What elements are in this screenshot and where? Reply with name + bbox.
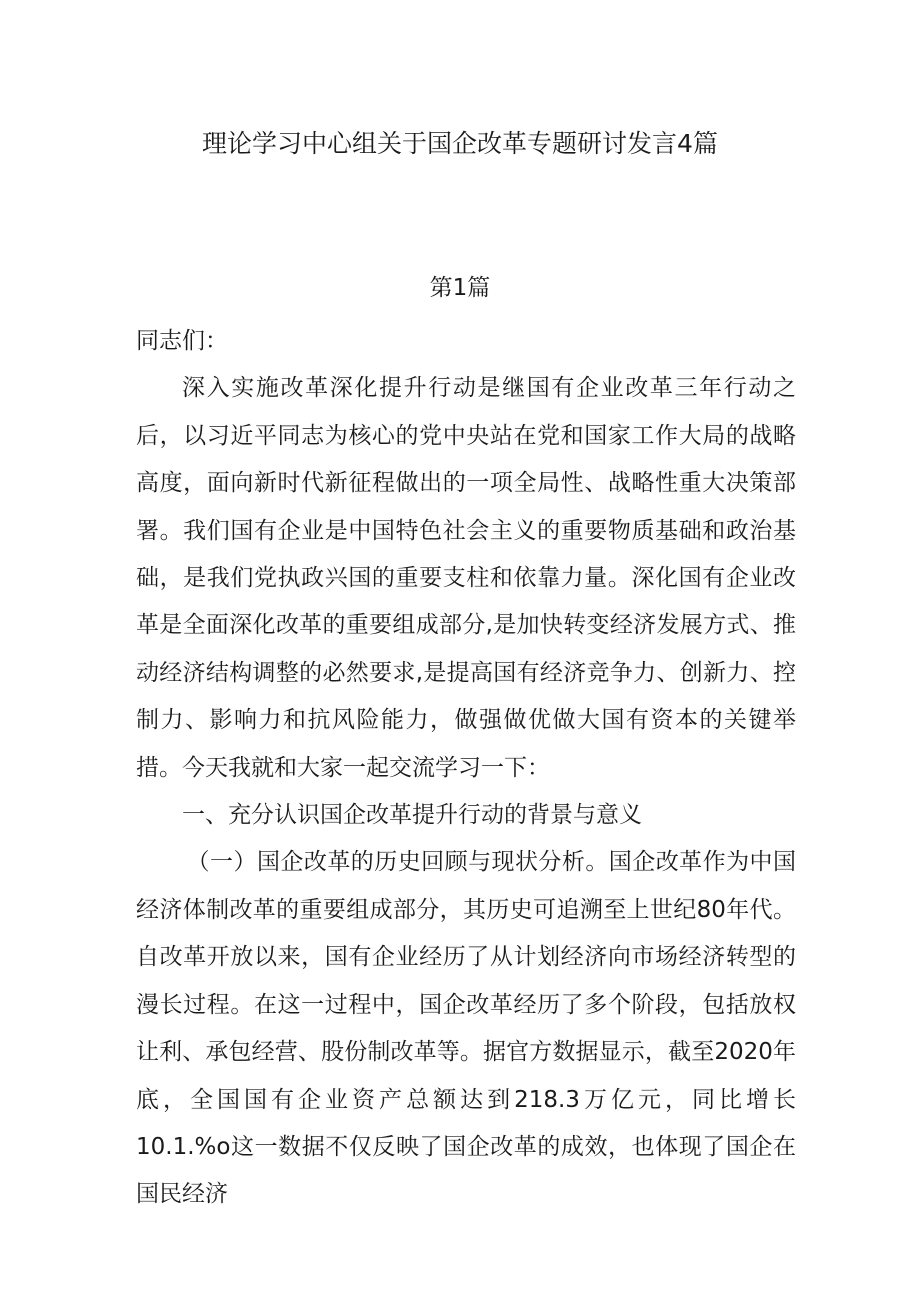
section-heading-1: 一、充分认识国企改革提升行动的背景与意义 [182,802,642,829]
paragraph-history: （一）国企改革的历史回顾与现状分析。国企改革作为中国经济体制改革的重要组成部分，其历史可追溯至上世纪80年代。自改革开放以来，国有企业经历了从计划经济向市场经济转型的漫长过程。在这一过程中，国企改革经历了多个阶段，包括放权让利、承包经营、股份制改革等。据官方数据显示，截至2020年底，全国国有企业资产总额达到218.3万亿元，同比增长10.1.%o这一数据不仅反映了国企改革的成效，也体现了国企在国民经济 [136,849,796,1208]
document-title: 理论学习中心组关于国企改革专题研讨发言4篇 [202,129,718,158]
document-body [136,318,796,1219]
part-heading: 第1篇 [429,275,491,301]
salutation: 同志们： [136,328,228,354]
paragraph-intro: 深入实施改革深化提升行动是继国有企业改革三年行动之后，以习近平同志为核心的党中央站在党和国家工作大局的战略高度，面向新时代新征程做出的一项全局性、战略性重大决策部署。我们国有企业是中国特色社会主义的重要物质基础和政治基础，是我们党执政兴国的重要支柱和依靠力量。深化国有企业改革是全面深化改革的重要组成部分,是加快转变经济发展方式、推动经济结构调整的必然要求,是提高国有经济竞争力、创新力、控制力、影响力和抗风险能力，做强做优做大国有资本的关键举措。今天我就和大家一起交流学习一下： [136,375,796,781]
